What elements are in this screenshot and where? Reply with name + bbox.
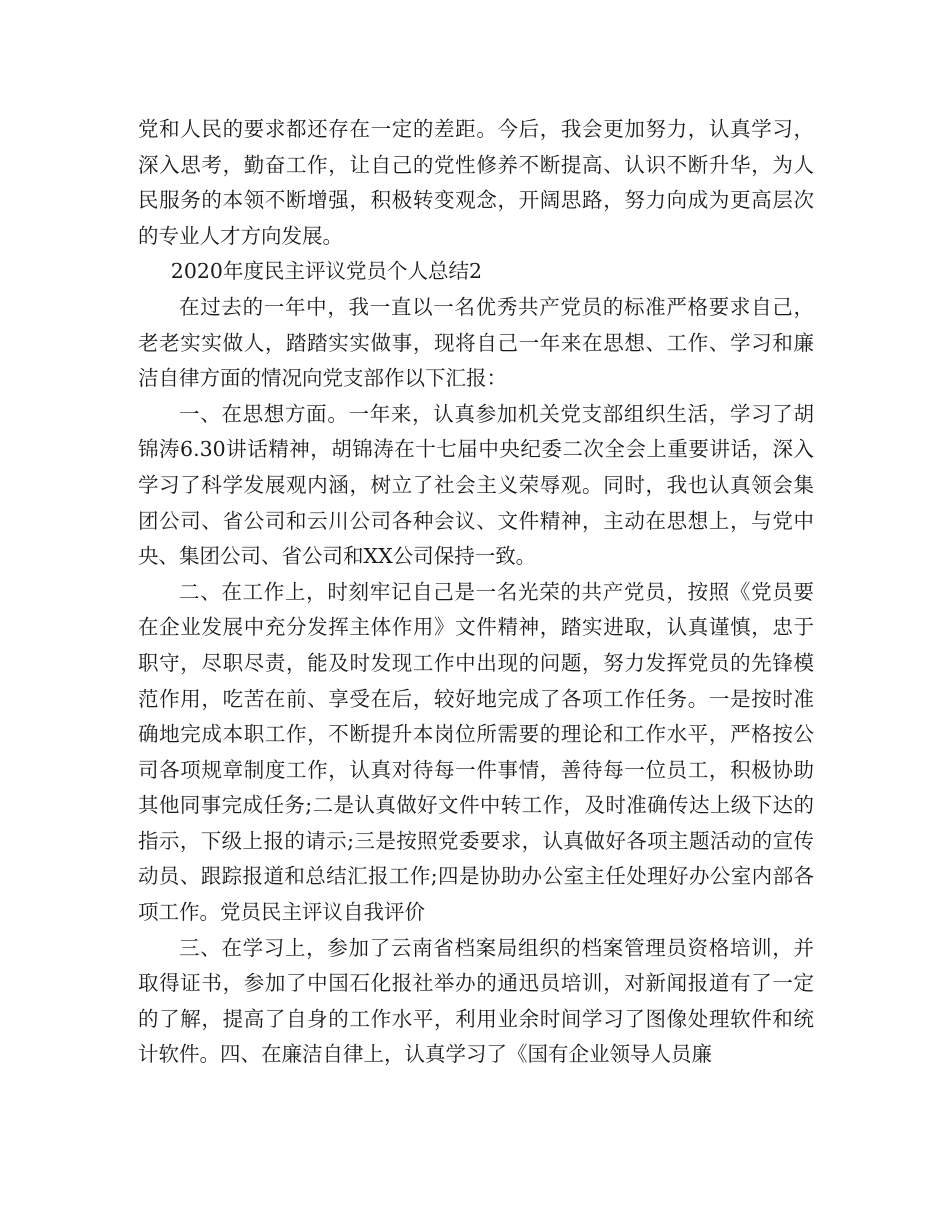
paragraph-continuation: 党和人民的要求都还存在一定的差距。今后，我会更加努力，认真学习，深入思考，勤奋工作，让自己的党性修养不断提高、认识不断升华，为人民服务的本领不断增强，积极转变观念，开阔思路，努力向成为更高层次的专业人才方向发展。 — [138, 117, 814, 248]
paragraph-work: 二、在工作上，时刻牢记自己是一名光荣的共产党员，按照《党员要在企业发展中充分发挥主体作用》文件精神，踏实进取，认真谨慎，忠于职守，尽职尽责，能及时发现工作中出现的问题，努力发挥党员的先锋模范作用，吃苦在前、享受在后，较好地完成了各项工作任务。一是按时准确地完成本职工作，不断提升本岗位所需要的理论和工作水平，严格按公司各项规章制度工作，认真对待每一件事情，善待每一位员工，积极协助其他同事完成任务;二是认真做好文件中转工作，及时准确传达上级下达的指示，下级上报的请示;三是按照党委要求，认真做好各项主题活动的宣传动员、跟踪报道和总结汇报工作;四是协助办公室主任处理好办公室内部各项工作。党员民主评议自我评价 — [138, 579, 814, 925]
paragraph-intro: 在过去的一年中，我一直以一名优秀共产党员的标准严格要求自己，老老实实做人，踏踏实实做事，现将自己一年来在思想、工作、学习和廉洁自律方面的情况向党支部作以下汇报： — [138, 294, 814, 391]
paragraph-study: 三、在学习上，参加了云南省档案局组织的档案管理员资格培训，并取得证书，参加了中国石化报社举办的通迅员培训，对新闻报道有了一定的了解，提高了自身的工作水平，利用业余时间学习了图像处理软件和统计软件。四、在廉洁自律上，认真学习了《国有企业领导人员廉 — [138, 935, 814, 1067]
section-heading: 2020年度民主评议党员个人总结2 — [170, 259, 483, 284]
document-body — [138, 112, 814, 1073]
paragraph-thought: 一、在思想方面。一年来，认真参加机关党支部组织生活，学习了胡锦涛6.30讲话精神，胡锦涛在十七届中央纪委二次全会上重要讲话，深入学习了科学发展观内涵，树立了社会主义荣辱观。同时，我也认真领会集团公司、省公司和云川公司各种会议、文件精神，主动在思想上，与党中央、集团公司、省公司和XX公司保持一致。 — [138, 401, 814, 569]
